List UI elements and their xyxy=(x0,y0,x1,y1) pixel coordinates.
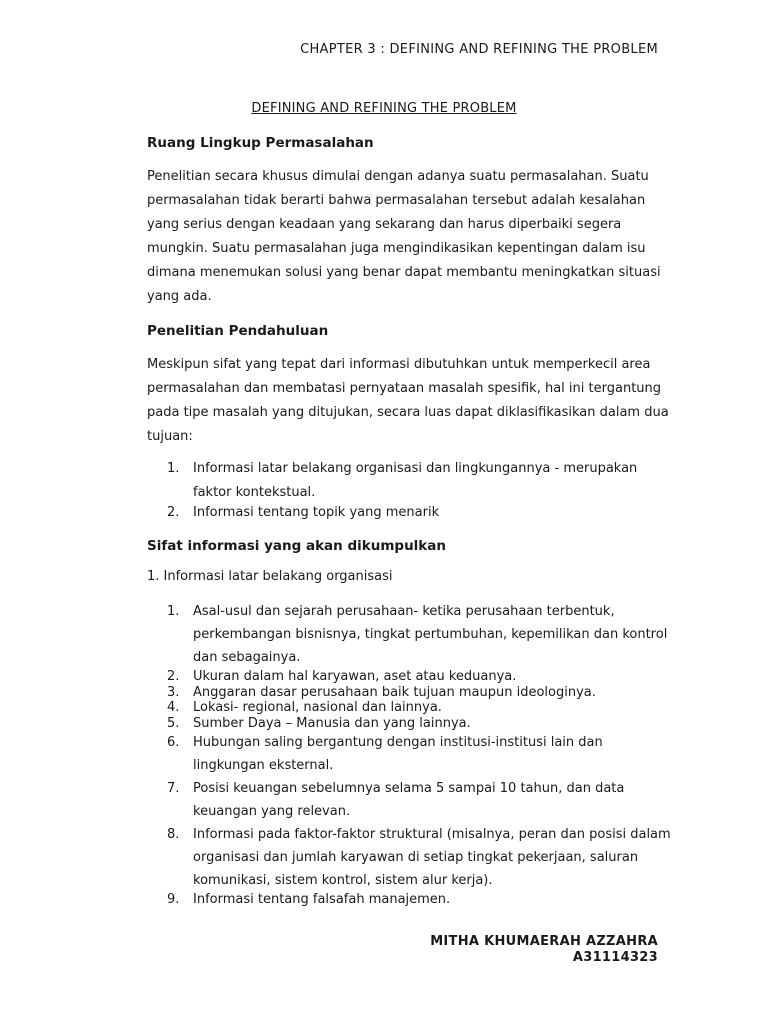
list-item xyxy=(147,716,677,732)
list-item-text: Informasi pada faktor-faktor struktural (misalnya, peran dan posisi dalam organisasi dan jumlah karyawan di setiap tingkat pekerjaan, saluran komunikasi, sistem kontrol, sistem alur kerja). xyxy=(193,827,671,888)
list-item-number: 1. xyxy=(167,461,180,476)
list-item-number: 9. xyxy=(167,892,180,907)
chapter-header: CHAPTER 3 : DEFINING AND REFINING THE PROBLEM xyxy=(300,42,658,57)
list-item-number: 2. xyxy=(167,505,180,520)
list-item-number: 5. xyxy=(167,715,180,731)
list-item-text: Informasi tentang falsafah manajemen. xyxy=(193,892,451,907)
list-item xyxy=(147,777,677,823)
list-item-text: Sumber Daya – Manusia dan yang lainnya. xyxy=(193,715,471,731)
section-heading-sifat-informasi: Sifat informasi yang akan dikumpulkan xyxy=(147,538,447,554)
list-item xyxy=(147,731,677,777)
list-item-text: Lokasi- regional, nasional dan lainnya. xyxy=(193,700,442,715)
document-body xyxy=(147,134,677,908)
list-item xyxy=(147,600,677,669)
list-item xyxy=(147,700,677,716)
author-name: MITHA KHUMAERAH AZZAHRA xyxy=(430,934,658,949)
list-item-text: Posisi keuangan sebelumnya selama 5 sampai 10 tahun, dan data keuangan yang relevan. xyxy=(193,781,625,819)
list-item-number: 8. xyxy=(167,827,180,842)
list-item xyxy=(147,823,677,892)
list-item-number: 1. xyxy=(167,604,180,619)
section-heading-penelitian-pendahuluan: Penelitian Pendahuluan xyxy=(147,323,329,339)
list-item xyxy=(147,892,677,908)
student-id: A31114323 xyxy=(572,950,658,965)
list-item-text: Ukuran dalam hal karyawan, aset atau keduanya. xyxy=(193,669,517,684)
list-item-text: Hubungan saling bergantung dengan institusi-institusi lain dan lingkungan eksternal. xyxy=(193,735,603,773)
purpose-list xyxy=(147,457,677,521)
list-item-number: 4. xyxy=(167,700,180,715)
list-item-text: Asal-usul dan sejarah perusahaan- ketika perusahaan terbentuk, perkembangan bisnisnya, tingkat pertumbuhan, kepemilikan dan kontrol dan sebagainya. xyxy=(193,604,668,665)
section-paragraph-penelitian-pendahuluan: Meskipun sifat yang tepat dari informasi dibutuhkan untuk memperkecil area permasalahan dan membatasi pernyataan masalah spesifik, hal ini tergantung pada tipe masalah yang ditujukan, secara luas dapat diklasifikasikan dalam dua tujuan: xyxy=(147,357,669,444)
list-item xyxy=(147,669,677,685)
list-item-text: Informasi tentang topik yang menarik xyxy=(193,505,440,520)
document-title: DEFINING AND REFINING THE PROBLEM xyxy=(251,101,517,116)
list-item-text: Anggaran dasar perusahaan baik tujuan maupun ideologinya. xyxy=(193,684,596,700)
list-item-number: 6. xyxy=(167,735,180,750)
list-item-number: 2. xyxy=(167,669,180,684)
list-item-number: 7. xyxy=(167,781,180,796)
list-item-text: Informasi latar belakang organisasi dan lingkungannya - merupakan faktor kontekstual. xyxy=(193,461,638,500)
list-item xyxy=(147,505,677,521)
section-paragraph-ruang-lingkup: Penelitian secara khusus dimulai dengan adanya suatu permasalahan. Suatu permasalahan tidak berarti bahwa permasalahan tersebut adalah kesalahan yang serius dengan keadaan yang sekarang dan harus diperbaiki segera mungkin. Suatu permasalahan juga mengindikasikan kepentingan dalam isu dimana menemukan solusi yang benar dapat membantu meningkatkan situasi yang ada. xyxy=(147,169,661,304)
information-list xyxy=(147,600,677,908)
section-heading-ruang-lingkup: Ruang Lingkup Permasalahan xyxy=(147,135,374,151)
list-item-number: 3. xyxy=(167,684,180,700)
author-signature xyxy=(430,934,658,966)
list-item xyxy=(147,685,677,701)
subsection-heading: 1. Informasi latar belakang organisasi xyxy=(147,569,393,584)
list-item xyxy=(147,457,677,505)
